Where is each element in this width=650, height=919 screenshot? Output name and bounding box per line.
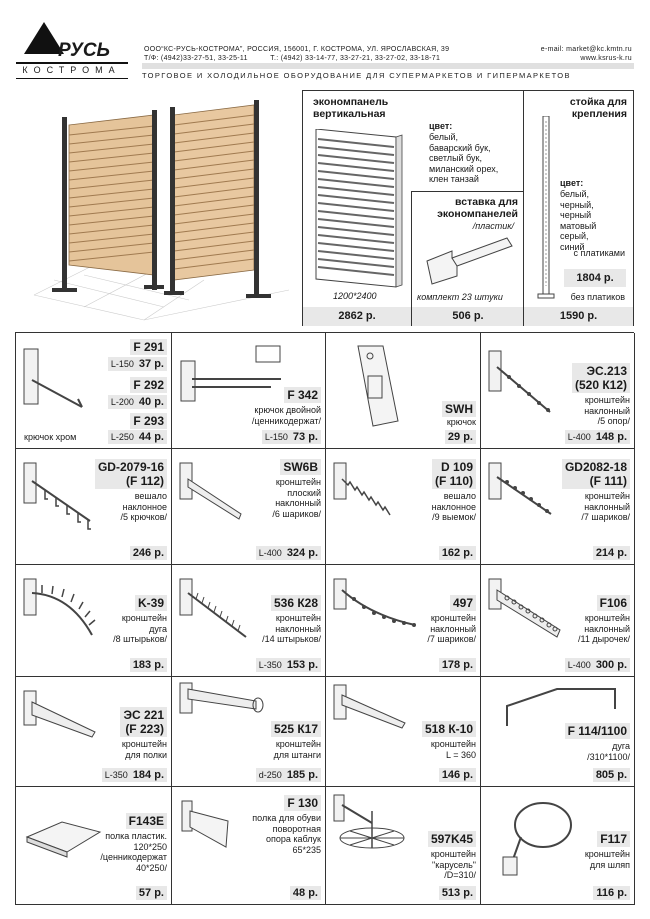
product-cell-gd2082 bbox=[481, 449, 635, 565]
product-length: L-400 bbox=[258, 548, 282, 558]
product-code: SW6B bbox=[280, 459, 321, 475]
product-price-row bbox=[130, 546, 167, 560]
product-length: L-150 bbox=[264, 432, 288, 442]
product-cell-536k28 bbox=[172, 565, 326, 677]
product-description: крючок двойной /ценникодержат/ bbox=[251, 405, 321, 426]
product-price: 44 р. bbox=[138, 431, 164, 443]
product-length: L-200 bbox=[110, 397, 134, 407]
product-code: 525 К17 bbox=[271, 721, 321, 737]
arc-bracket-image bbox=[20, 575, 100, 645]
product-code: ЭС.213 (520 К12) bbox=[572, 363, 630, 393]
product-price-row bbox=[593, 768, 630, 782]
product-price: 40 р. bbox=[138, 396, 164, 408]
slatwall-display-image bbox=[24, 95, 294, 325]
product-cell-swh bbox=[326, 333, 481, 449]
product-length: L-400 bbox=[567, 660, 591, 670]
product-description: кронштейн для штанги bbox=[273, 739, 321, 760]
stand-color-label: цвет: bbox=[560, 178, 584, 188]
logo-text: РУСЬ bbox=[58, 40, 110, 61]
product-description: крючок bbox=[446, 417, 476, 427]
notched-hanger-image bbox=[330, 459, 405, 534]
stand-without-label: без платиков bbox=[570, 292, 625, 302]
product-description: кронштейн наклонный /5 опор/ bbox=[584, 395, 630, 426]
product-code: 497 bbox=[450, 595, 476, 611]
product-description: кронштейн наклонный /14 штырьков/ bbox=[262, 613, 321, 644]
product-cell-f291 bbox=[16, 333, 172, 449]
product-price: 48 р. bbox=[292, 887, 318, 899]
product-length: L-350 bbox=[258, 660, 282, 670]
product-price-row bbox=[130, 658, 167, 672]
double-hook-image bbox=[176, 341, 296, 406]
product-cell-f106 bbox=[481, 565, 635, 677]
product-price: 162 р. bbox=[441, 547, 473, 559]
product-price-row bbox=[439, 768, 476, 782]
product-price: 57 р. bbox=[138, 887, 164, 899]
ball-bracket-image bbox=[485, 459, 555, 524]
product-code: F 342 bbox=[284, 387, 321, 403]
product-price-row bbox=[445, 430, 476, 444]
product-price: 246 р. bbox=[132, 547, 164, 559]
product-price-row bbox=[108, 430, 167, 444]
product-code: F 291 bbox=[130, 339, 167, 355]
product-cell-es221 bbox=[16, 677, 172, 787]
wave-bracket-image bbox=[330, 575, 420, 645]
product-price-row bbox=[256, 658, 321, 672]
header-rule bbox=[142, 63, 634, 69]
product-description: кронштейн наклонный /7 шариков/ bbox=[581, 491, 630, 522]
product-price: 214 р. bbox=[595, 547, 627, 559]
product-price: 300 р. bbox=[595, 659, 627, 671]
product-description: вешало наклонное /5 крючков/ bbox=[120, 491, 167, 522]
bracket-image bbox=[485, 347, 555, 417]
product-cell-f130 bbox=[172, 787, 326, 905]
product-price: 513 р. bbox=[441, 887, 473, 899]
product-description: кронштейн наклонный /11 дырочек/ bbox=[577, 613, 630, 644]
product-description: вешало наклонное /9 выемок/ bbox=[431, 491, 476, 522]
product-price: 805 р. bbox=[595, 769, 627, 781]
product-price-row bbox=[439, 546, 476, 560]
product-description: полка пластик. 120*250 /ценникодержат 40*250/ bbox=[100, 831, 167, 873]
product-description: кронштейн плоский наклонный /6 шариков/ bbox=[272, 477, 321, 519]
product-code: D 109 (F 110) bbox=[432, 459, 476, 489]
product-description: кронштейн L = 360 bbox=[430, 739, 476, 760]
product-price: 116 р. bbox=[596, 887, 627, 899]
product-price-row bbox=[439, 886, 476, 900]
product-cell-sw6b bbox=[172, 449, 326, 565]
insert-image bbox=[422, 236, 517, 286]
stand-block bbox=[523, 90, 634, 326]
product-price-row bbox=[256, 768, 321, 782]
product-code: 518 К-10 bbox=[422, 721, 476, 737]
product-length: d-250 bbox=[258, 770, 282, 780]
product-price-row bbox=[136, 886, 167, 900]
rod-bracket-image bbox=[176, 681, 266, 721]
product-description: кронштейн для полки bbox=[121, 739, 167, 760]
product-cell-es213 bbox=[481, 333, 635, 449]
product-cell-k39 bbox=[16, 565, 172, 677]
product-code: K-39 bbox=[135, 595, 167, 611]
product-price-row bbox=[108, 395, 167, 409]
product-description: кронштейн наклонный /7 шариков/ bbox=[427, 613, 476, 644]
econompanel-color-label: цвет: bbox=[429, 121, 453, 131]
company-phones: Т/Ф: (4942)33-27-51, 33-25-11 Т.: (4942) 33-14-77, 33-27-21, 33-27-02, 33-18-71 bbox=[144, 55, 441, 62]
product-price: 183 р. bbox=[132, 659, 164, 671]
product-price: 37 р. bbox=[138, 358, 164, 370]
plastic-shelf-image bbox=[22, 817, 102, 867]
insert-material: /пластик/ bbox=[472, 221, 514, 231]
product-length: L-250 bbox=[110, 432, 134, 442]
logo-city: КОСТРОМА bbox=[22, 65, 121, 75]
insert-block bbox=[411, 191, 524, 326]
flat-bracket-image bbox=[176, 459, 246, 524]
product-code: 536 К28 bbox=[271, 595, 321, 611]
product-price: 184 р. bbox=[132, 769, 164, 781]
product-code: GD2082-18 (F 111) bbox=[562, 459, 630, 489]
stand-image bbox=[536, 116, 556, 301]
product-description: дуга /310*1100/ bbox=[587, 741, 630, 762]
product-price: 185 р. bbox=[286, 769, 318, 781]
hook-image bbox=[20, 345, 90, 420]
product-price: 29 р. bbox=[447, 431, 473, 443]
product-code: SWH bbox=[442, 401, 476, 417]
product-price: 148 р. bbox=[595, 431, 627, 443]
carousel-bracket-image bbox=[330, 793, 420, 863]
product-price-row bbox=[593, 546, 630, 560]
product-code: 597K45 bbox=[428, 831, 476, 847]
product-length: L-400 bbox=[567, 432, 591, 442]
stand-with-price: 1804 р. bbox=[564, 269, 626, 287]
product-cell-f143e bbox=[16, 787, 172, 905]
product-price-row bbox=[565, 658, 630, 672]
product-code: F 292 bbox=[130, 377, 167, 393]
product-cell-f117 bbox=[481, 787, 635, 905]
pin-bracket-image bbox=[176, 575, 251, 645]
product-code: F 130 bbox=[284, 795, 321, 811]
econompanel-size: 1200*2400 bbox=[333, 291, 377, 301]
stand-title: стойка для крепления bbox=[569, 96, 627, 120]
product-price: 153 р. bbox=[286, 659, 318, 671]
shelf-bracket-image bbox=[20, 687, 100, 747]
product-price-row bbox=[256, 546, 321, 560]
product-cell-597k45 bbox=[326, 787, 481, 905]
product-price-row bbox=[593, 886, 630, 900]
econompanel-colors: белый, баварский бук, светлый бук, миланский орех, клен танзай bbox=[429, 132, 499, 184]
hanger-image bbox=[20, 459, 95, 534]
header bbox=[0, 0, 650, 85]
stand-with-label: с платиками bbox=[573, 248, 625, 258]
product-price-row bbox=[102, 768, 167, 782]
product-caption: крючок хром bbox=[24, 432, 77, 442]
product-code: F 293 bbox=[130, 413, 167, 429]
insert-price: 506 р. bbox=[412, 307, 524, 326]
product-price-row bbox=[439, 658, 476, 672]
header-tagline: ТОРГОВОЕ И ХОЛОДИЛЬНОЕ ОБОРУДОВАНИЕ ДЛЯ СУПЕРМАРКЕТОВ И ГИПЕРМАРКЕТОВ bbox=[142, 71, 571, 80]
product-price-row bbox=[262, 430, 321, 444]
product-price-row bbox=[108, 357, 167, 371]
product-cell-f114 bbox=[481, 677, 635, 787]
product-price: 178 р. bbox=[441, 659, 473, 671]
econompanel-price: 2862 р. bbox=[303, 307, 411, 326]
stand-colors: белый, черный, черный матовый серый, синий bbox=[560, 189, 597, 252]
product-price: 73 р. bbox=[292, 431, 318, 443]
product-grid bbox=[15, 332, 634, 905]
product-cell-525k17 bbox=[172, 677, 326, 787]
shelf-support-image bbox=[330, 683, 410, 733]
insert-title: вставка для экономпанелей bbox=[437, 196, 518, 220]
shoe-shelf-image bbox=[178, 797, 238, 857]
product-length: L-150 bbox=[110, 359, 134, 369]
product-code: ЭС 221 (F 223) bbox=[120, 707, 167, 737]
product-price-row bbox=[290, 886, 321, 900]
product-description: кронштейн "карусель" /D=310/ bbox=[430, 849, 476, 880]
product-cell-518k10 bbox=[326, 677, 481, 787]
hole-bracket-image bbox=[485, 575, 565, 645]
econompanel-block bbox=[302, 90, 523, 326]
product-cell-gd2079 bbox=[16, 449, 172, 565]
swh-hook-image bbox=[348, 341, 408, 431]
product-description: кронштейн дуга /8 штырьков/ bbox=[113, 613, 167, 644]
stand-without-price: 1590 р. bbox=[524, 307, 633, 326]
product-price: 146 р. bbox=[441, 769, 473, 781]
product-cell-f342 bbox=[172, 333, 326, 449]
product-price: 324 р. bbox=[286, 547, 318, 559]
company-website[interactable]: www.ksrus-k.ru bbox=[580, 55, 632, 62]
product-price-row bbox=[565, 430, 630, 444]
product-code: F 114/1100 bbox=[565, 723, 630, 739]
econompanel-title: экономпанель вертикальная bbox=[313, 96, 389, 120]
company-email[interactable]: e-mail: market@kc.kmtn.ru bbox=[540, 46, 632, 53]
product-code: GD-2079-16 (F 112) bbox=[95, 459, 167, 489]
econompanel-image bbox=[311, 129, 411, 289]
product-length: L-350 bbox=[104, 770, 128, 780]
company-logo bbox=[14, 18, 129, 80]
product-code: F143E bbox=[126, 813, 167, 829]
product-cell-497 bbox=[326, 565, 481, 677]
hat-bracket-image bbox=[501, 795, 581, 880]
product-code: F106 bbox=[597, 595, 630, 611]
insert-note: комплект 23 штуки bbox=[417, 292, 503, 302]
product-description: полка для обуви поворотная опора каблук 65*235 bbox=[252, 813, 321, 855]
product-code: F117 bbox=[597, 831, 630, 847]
company-address: ООО“КС-РУСЬ-КОСТРОМА”, РОССИЯ, 156001, Г. КОСТРОМА, УЛ. ЯРОСЛАВСКАЯ, 39 bbox=[144, 46, 450, 53]
product-description: кронштейн для шляп bbox=[584, 849, 630, 870]
product-cell-d109 bbox=[326, 449, 481, 565]
